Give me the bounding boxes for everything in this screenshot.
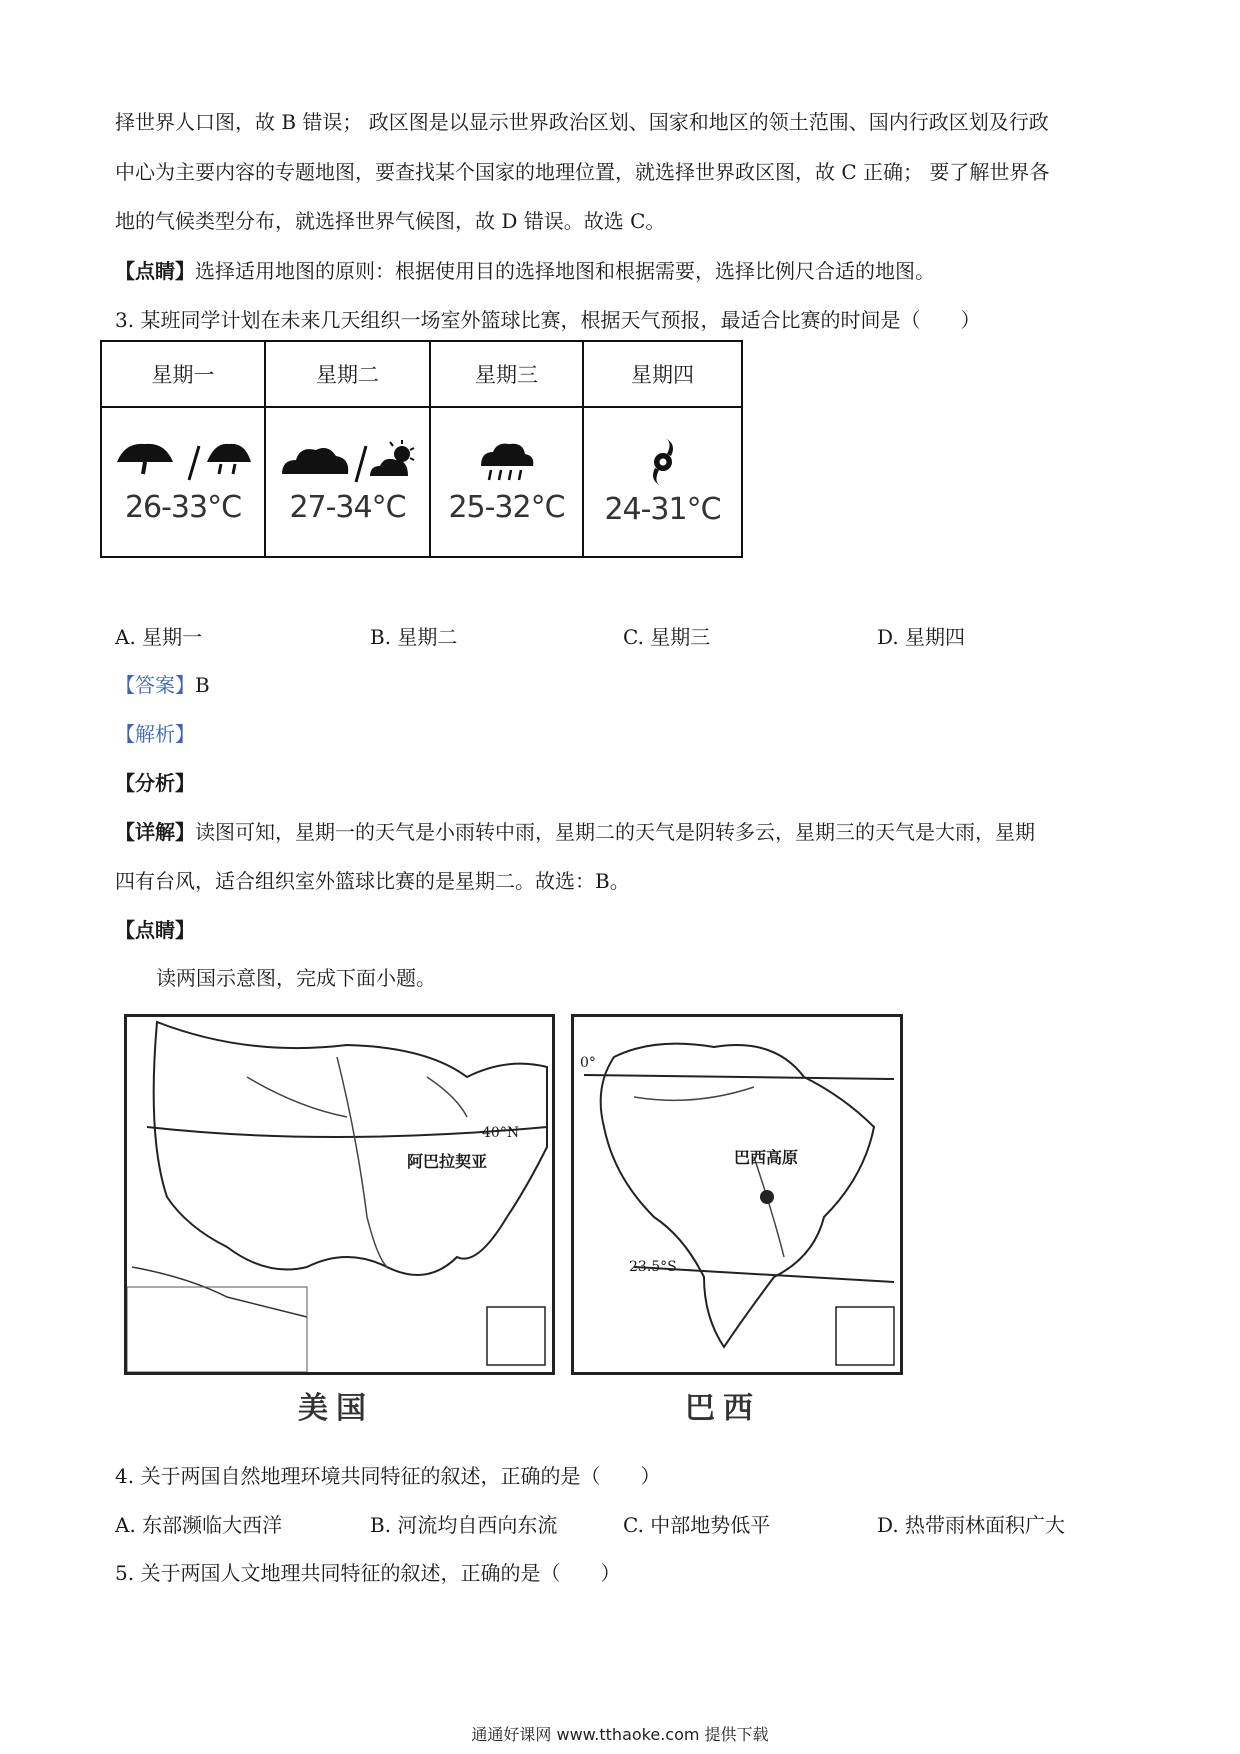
temp-wednesday: 25-32°C [448,489,565,525]
temp-thursday: 24-31°C [604,491,721,527]
brazil-map-caption: 巴西 [685,1391,761,1426]
heavy-rain-icon [477,440,537,484]
q3-option-b: B. 星期二 [370,625,458,649]
q4-option-a: A. 东部濒临大西洋 [115,1513,283,1537]
group-intro: 读两国示意图，完成下面小题。 [156,966,436,990]
page-footer: 通通好课网 www.tthaoke.com 提供下载 [471,1725,769,1744]
weather-forecast-table [100,340,743,558]
br-equator-label: 0° [580,1055,596,1071]
day-header-tuesday: 星期二 [265,341,430,407]
day-header-wednesday: 星期三 [430,341,583,407]
q3-option-a: A. 星期一 [115,625,203,649]
us-latitude-label: 40°N [482,1125,520,1141]
dianjing-tag: 【点睛】 [115,259,195,283]
xiangjie-text-1: 读图可知，星期一的天气是小雨转中雨，星期二的天气是阴转多云，星期三的天气是大雨，星期 [195,820,1035,844]
br-plateau-label: 巴西高原 [734,1148,799,1167]
overcast-to-partly-cloudy-icon [280,440,416,484]
xiangjie-line-2: 四有台风，适合组织室外篮球比赛的是星期二。故选：B。 [115,869,630,893]
usa-map-caption: 美国 [298,1391,374,1426]
weather-cell-tuesday [265,407,430,557]
xiangjie-tag: 【详解】 [115,820,195,844]
brazil-map [571,1014,903,1375]
answer-tag: 【答案】 [115,673,195,697]
temp-tuesday: 27-34°C [289,489,406,525]
weather-cell-monday [101,407,265,557]
xiangjie-line-1 [115,816,1035,845]
dianjing-1 [115,255,935,284]
q4-option-c: C. 中部地势低平 [623,1513,771,1537]
brazil-map-drawing [574,1017,900,1372]
question-4-stem: 4. 关于两国自然地理环境共同特征的叙述，正确的是（ ） [115,1464,661,1488]
paragraph-line-1: 择世界人口图，故 B 错误； 政区图是以显示世界政治区划、国家和地区的领土范围、国内行政区划及行政 [115,110,1049,134]
light-rain-to-moderate-rain-icon [115,440,251,484]
q4-option-b: B. 河流均自西向东流 [370,1513,558,1537]
answer-line [115,669,210,698]
weather-cell-thursday [583,407,742,557]
jiexi-tag: 【解析】 [115,722,195,746]
typhoon-icon [643,438,683,486]
fenxi-tag: 【分析】 [115,771,195,795]
dianjing-2-tag: 【点睛】 [115,918,195,942]
usa-map-drawing [127,1017,552,1372]
weather-table-header-row [101,341,742,407]
weather-table-body-row [101,407,742,557]
day-header-monday: 星期一 [101,341,265,407]
answer-value: B [195,673,210,697]
usa-map [124,1014,555,1375]
paragraph-line-3: 地的气候类型分布，就选择世界气候图，故 D 错误。故选 C。 [115,209,666,233]
q3-option-c: C. 星期三 [623,625,711,649]
temp-monday: 26-33°C [124,489,242,525]
dianjing-text: 选择适用地图的原则：根据使用目的选择地图和根据需要，选择比例尺合适的地图。 [195,259,935,283]
question-5-stem: 5. 关于两国人文地理共同特征的叙述，正确的是（ ） [115,1561,621,1585]
q4-option-d: D. 热带雨林面积广大 [877,1513,1066,1537]
weather-cell-wednesday [430,407,583,557]
paragraph-line-2: 中心为主要内容的专题地图，要查找某个国家的地理位置，就选择世界政区图，故 C 正确； 要了解世界各 [115,160,1050,184]
day-header-thursday: 星期四 [583,341,742,407]
us-mountain-label: 阿巴拉契亚 [407,1152,488,1171]
question-3-stem: 3. 某班同学计划在未来几天组织一场室外篮球比赛，根据天气预报，最适合比赛的时间是（ ） [115,308,981,332]
br-tropic-label: 23.5°S [629,1259,677,1275]
q3-option-d: D. 星期四 [877,625,966,649]
